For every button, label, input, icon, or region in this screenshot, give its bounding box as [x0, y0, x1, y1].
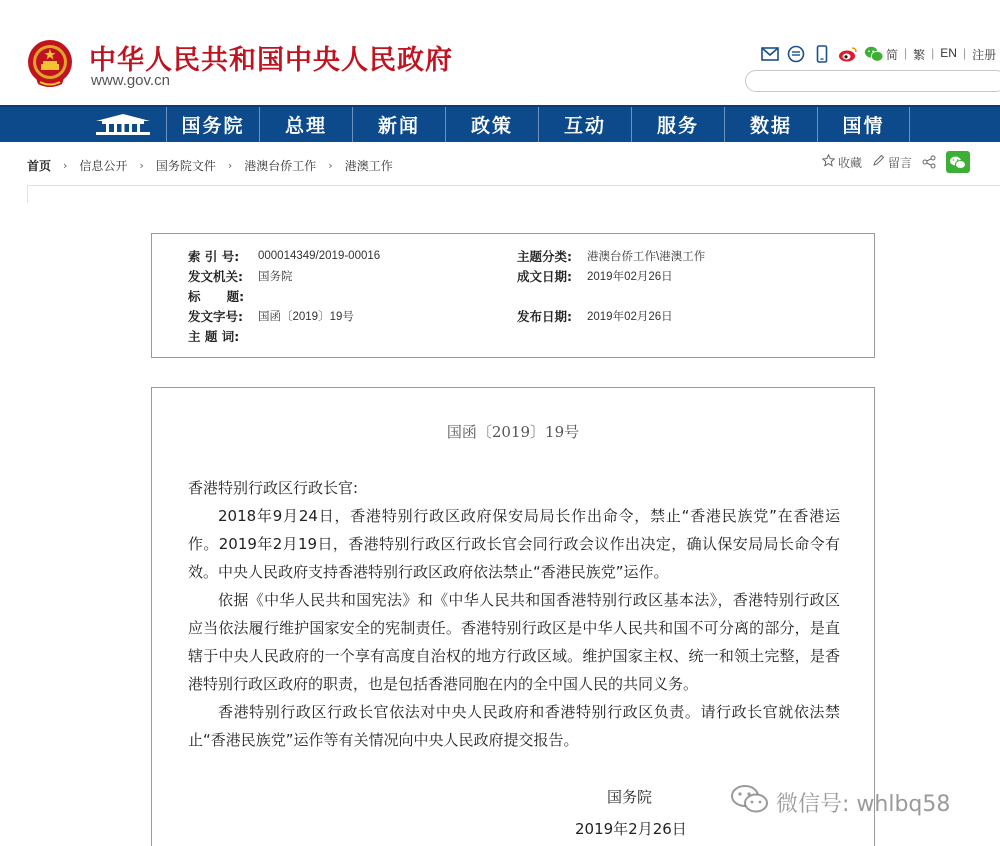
meta-doc-no-value: 国函〔2019〕19号	[258, 311, 354, 323]
breadcrumb-state-council-docs[interactable]: 国务院文件	[155, 158, 216, 173]
search-input[interactable]	[745, 70, 1000, 92]
nav-item-state-council[interactable]: 国务院	[166, 107, 259, 142]
content-divider	[27, 185, 1000, 186]
breadcrumb-hk-macao[interactable]: 港澳工作	[344, 158, 393, 173]
meta-index-row	[188, 247, 380, 265]
separator: |	[931, 46, 935, 60]
breadcrumb-info-disclosure[interactable]: 信息公开	[79, 158, 128, 173]
breadcrumb-hk-macao-tw-overseas[interactable]: 港澳台侨工作	[244, 158, 317, 173]
comment-label: 留言	[888, 155, 913, 170]
wechat-watermark-text: 微信号: whlbq58	[776, 791, 951, 817]
nav-item-premier[interactable]: 总理	[259, 107, 352, 142]
star-icon	[822, 154, 835, 170]
wechat-icon[interactable]	[864, 45, 884, 63]
breadcrumb	[27, 156, 393, 174]
document-date: 2019年2月26日	[575, 820, 687, 838]
meta-issuer-row	[188, 267, 293, 285]
meta-keywords-label: 主 题 词:	[188, 329, 240, 344]
nav-items	[166, 107, 910, 142]
separator: |	[904, 46, 908, 60]
document-body	[188, 474, 840, 754]
share-icons	[760, 44, 884, 64]
nav-item-news[interactable]: 新闻	[352, 107, 445, 142]
document-paragraph-3: 香港特别行政区行政长官依法对中央人民政府和香港特别行政区负责。请行政长官就依法禁止“香港民族党”运作等有关情况向中央人民政府提交报告。	[188, 703, 840, 749]
weibo-icon[interactable]	[838, 45, 858, 63]
document-paragraph-1: 2018年9月24日，香港特别行政区政府保安局局长作出命令，禁止“香港民族党”在香港运作。2019年2月19日，香港特别行政区行政长官会同行政会议作出决定，确认保安局局长命令有效。中央人民政府支持香港特别行政区政府依法禁止“香港民族党”运作。	[188, 507, 840, 581]
content-divider-left	[27, 185, 28, 203]
page-tools	[822, 151, 970, 173]
lang-simplified[interactable]: 简	[886, 48, 899, 62]
meta-publish-row	[517, 307, 673, 325]
document-signature: 国务院	[607, 788, 653, 806]
favorite-button[interactable]	[822, 154, 862, 171]
chevron-right-icon: ›	[227, 158, 233, 172]
nav-item-services[interactable]: 服务	[631, 107, 724, 142]
wechat-share-button[interactable]	[946, 151, 970, 173]
meta-issuer-label: 发文机关:	[188, 269, 243, 284]
national-emblem-icon[interactable]	[26, 38, 74, 90]
chevron-right-icon: ›	[328, 158, 333, 172]
share-icon[interactable]	[922, 155, 936, 169]
register-link[interactable]: 注册	[972, 48, 997, 62]
meta-topic-row	[517, 247, 705, 265]
breadcrumb-home[interactable]: 首页	[27, 158, 52, 173]
comment-button[interactable]	[872, 154, 912, 171]
document-content	[151, 387, 875, 846]
meta-topic-value: 港澳台侨工作\港澳工作	[587, 251, 706, 263]
language-links	[886, 46, 996, 63]
document-metadata	[151, 233, 875, 358]
meta-topic-label: 主题分类:	[517, 249, 572, 264]
mobile-icon[interactable]	[812, 45, 832, 63]
site-title[interactable]: 中华人民共和国中央人民政府	[89, 45, 453, 76]
meta-date-written-value: 2019年02月26日	[587, 271, 673, 283]
wechat-watermark-icon	[730, 784, 770, 820]
pencil-icon	[872, 154, 885, 170]
chevron-right-icon: ›	[139, 158, 144, 172]
nav-item-interaction[interactable]: 互动	[538, 107, 631, 142]
chevron-right-icon: ›	[63, 158, 68, 172]
nav-item-data[interactable]: 数据	[724, 107, 817, 142]
meta-doc-no-row	[188, 307, 354, 325]
mail-icon[interactable]	[760, 45, 780, 63]
meta-publish-value: 2019年02月26日	[587, 311, 673, 323]
chat-bubble-icon[interactable]	[786, 45, 806, 63]
document-salutation: 香港特别行政区行政长官:	[188, 479, 359, 497]
meta-date-written-label: 成文日期:	[517, 269, 572, 284]
lang-english[interactable]: EN	[940, 46, 957, 60]
wechat-watermark	[730, 784, 950, 820]
meta-keywords-row	[188, 327, 258, 345]
meta-issuer-value: 国务院	[258, 271, 293, 283]
meta-index-label: 索 引 号:	[188, 249, 240, 264]
meta-date-written-row	[517, 267, 673, 285]
nav-item-national-info[interactable]: 国情	[817, 107, 910, 142]
site-header	[0, 0, 1000, 105]
main-nav	[0, 105, 1000, 142]
nav-item-policy[interactable]: 政策	[445, 107, 538, 142]
meta-publish-label: 发布日期:	[517, 309, 572, 324]
meta-title-label: 标 题:	[188, 289, 245, 304]
lang-traditional[interactable]: 繁	[913, 48, 926, 62]
document-paragraph-2: 依据《中华人民共和国宪法》和《中华人民共和国香港特别行政区基本法》，香港特别行政区应当依法履行维护国家安全的宪制责任。香港特别行政区是中华人民共和国不可分离的部分，是直辖于中央人民政府的一个享有高度自治权的地方行政区域。维护国家主权、统一和领土完整，是香港特别行政区政府的职责，也是包括香港同胞在内的全中国人民的共同义务。	[188, 591, 840, 693]
favorite-label: 收藏	[838, 155, 863, 170]
document-number: 国函〔2019〕19号	[446, 423, 580, 441]
home-nav-icon[interactable]	[80, 107, 166, 142]
site-url[interactable]: www.gov.cn	[91, 72, 170, 89]
meta-title-row	[188, 287, 258, 305]
separator: |	[962, 46, 967, 60]
meta-doc-no-label: 发文字号:	[188, 309, 243, 324]
meta-index-value: 000014349/2019-00016	[258, 250, 381, 262]
